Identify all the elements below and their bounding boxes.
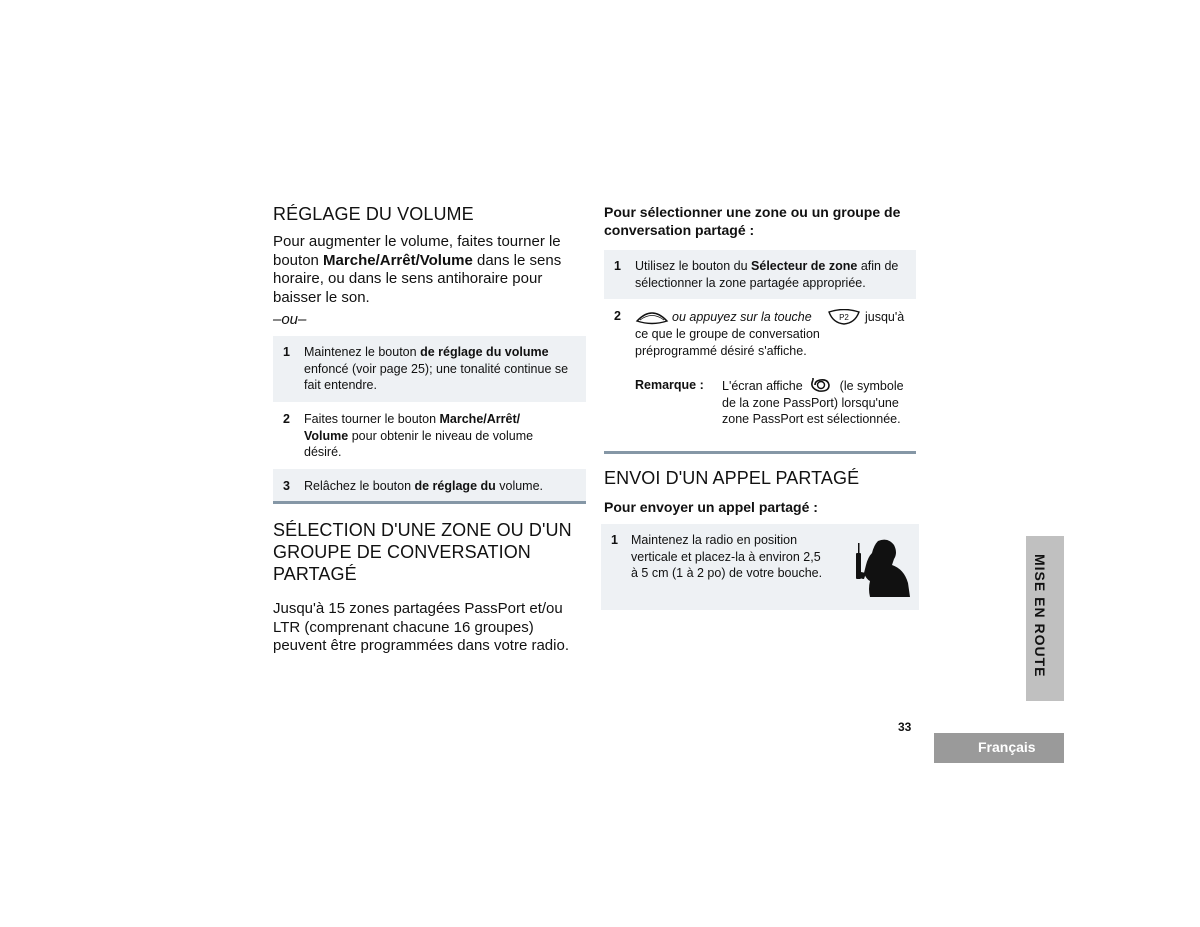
- step-text: [304, 344, 582, 394]
- step-2-italic: ou appuyez sur la touche: [672, 310, 812, 324]
- person-radio-illustration: [848, 535, 912, 599]
- p2-key-icon: [827, 309, 861, 325]
- text-run: pour obtenir le niveau de volume désiré.: [304, 428, 534, 459]
- step-number: 1: [611, 533, 618, 547]
- note-label: Remarque :: [635, 378, 704, 392]
- step-text: [304, 411, 560, 461]
- section-rule: [604, 451, 916, 454]
- svg-text:P2: P2: [839, 313, 849, 322]
- volume-step-2: [273, 411, 586, 466]
- zone-step-1: [604, 258, 916, 294]
- bold-text: de réglage du volume: [420, 345, 549, 359]
- heading-volume: RÉGLAGE DU VOLUME: [273, 204, 474, 224]
- step-number: 2: [614, 309, 621, 323]
- note-post: (le symbole de la zone PassPort) lorsqu'une zone PassPort est sélectionnée.: [722, 379, 904, 426]
- text-run: volume.: [495, 479, 544, 493]
- heading-selection: SÉLECTION D'UNE ZONE OU D'UN GROUPE DE CONVERSATION PARTAGÉ: [273, 520, 572, 584]
- text-run: Maintenez le bouton: [304, 345, 421, 359]
- side-tab: [1026, 536, 1064, 701]
- passport-symbol-icon: [810, 377, 832, 393]
- step-2-rest: ce que le groupe de conversation préprogrammé désiré s'affiche.: [635, 327, 820, 358]
- text-run: dans le sens horaire, ou dans le sens antihoraire pour baisser le son.: [273, 251, 562, 306]
- bold-text: Marche/Arrêt/Volume: [323, 251, 473, 269]
- bold-text: Marche/Arrêt/ Volume: [304, 412, 521, 443]
- text-run: Pour augmenter le volume, faites tourner le bouton: [273, 233, 561, 269]
- step-text: [635, 308, 915, 359]
- text-run: Utilisez le bouton du: [635, 259, 752, 273]
- section-rule: [273, 501, 586, 504]
- text-run: afin de sélectionner la zone partagée appropriée.: [635, 259, 899, 290]
- paragraph-volume: [273, 233, 573, 307]
- step-2-after: jusqu'à: [865, 310, 905, 324]
- step-text: [304, 478, 586, 495]
- zone-step-2: [604, 308, 916, 368]
- volume-step-3: [273, 478, 586, 498]
- bold-text: Sélecteur de zone: [751, 259, 858, 273]
- step-text: [635, 258, 915, 291]
- text-run: Faites tourner le bouton: [304, 412, 440, 426]
- heading-envoi: ENVOI D'UN APPEL PARTAGÉ: [604, 468, 860, 488]
- step-number: 2: [283, 412, 290, 426]
- step-number: 1: [614, 259, 621, 273]
- step-text: Maintenez la radio en position verticale et placez-la à environ 2,5 à 5 cm (1 à 2 po) de votre bouche.: [631, 533, 823, 580]
- side-tab-label: MISE EN ROUTE: [1032, 554, 1048, 678]
- page-number: 33: [898, 720, 912, 734]
- step-number: 1: [283, 345, 290, 359]
- step-number: 3: [283, 479, 290, 493]
- paragraph-selection: Jusqu'à 15 zones partagées PassPort et/ou LTR (comprenant chacune 16 groupes) peuvent être programmées dans votre radio.: [273, 600, 569, 654]
- volume-step-1: [273, 344, 586, 404]
- language-tab-label: Français: [978, 739, 1036, 755]
- subheading-select-zone: Pour sélectionner une zone ou un groupe de conversation partagé :: [604, 204, 901, 238]
- note-text: [722, 377, 912, 428]
- or-separator: –ou–: [273, 311, 307, 328]
- up-down-button-icon: [635, 309, 669, 325]
- subheading-send-call: Pour envoyer un appel partagé :: [604, 499, 818, 515]
- bold-text: de réglage du: [414, 479, 496, 493]
- language-tab: [934, 733, 1064, 763]
- note-pre: L'écran affiche: [722, 379, 803, 393]
- text-run: Relâchez le bouton: [304, 479, 415, 493]
- text-run: enfoncé (voir page 25); une tonalité continue se fait entendre.: [304, 361, 569, 392]
